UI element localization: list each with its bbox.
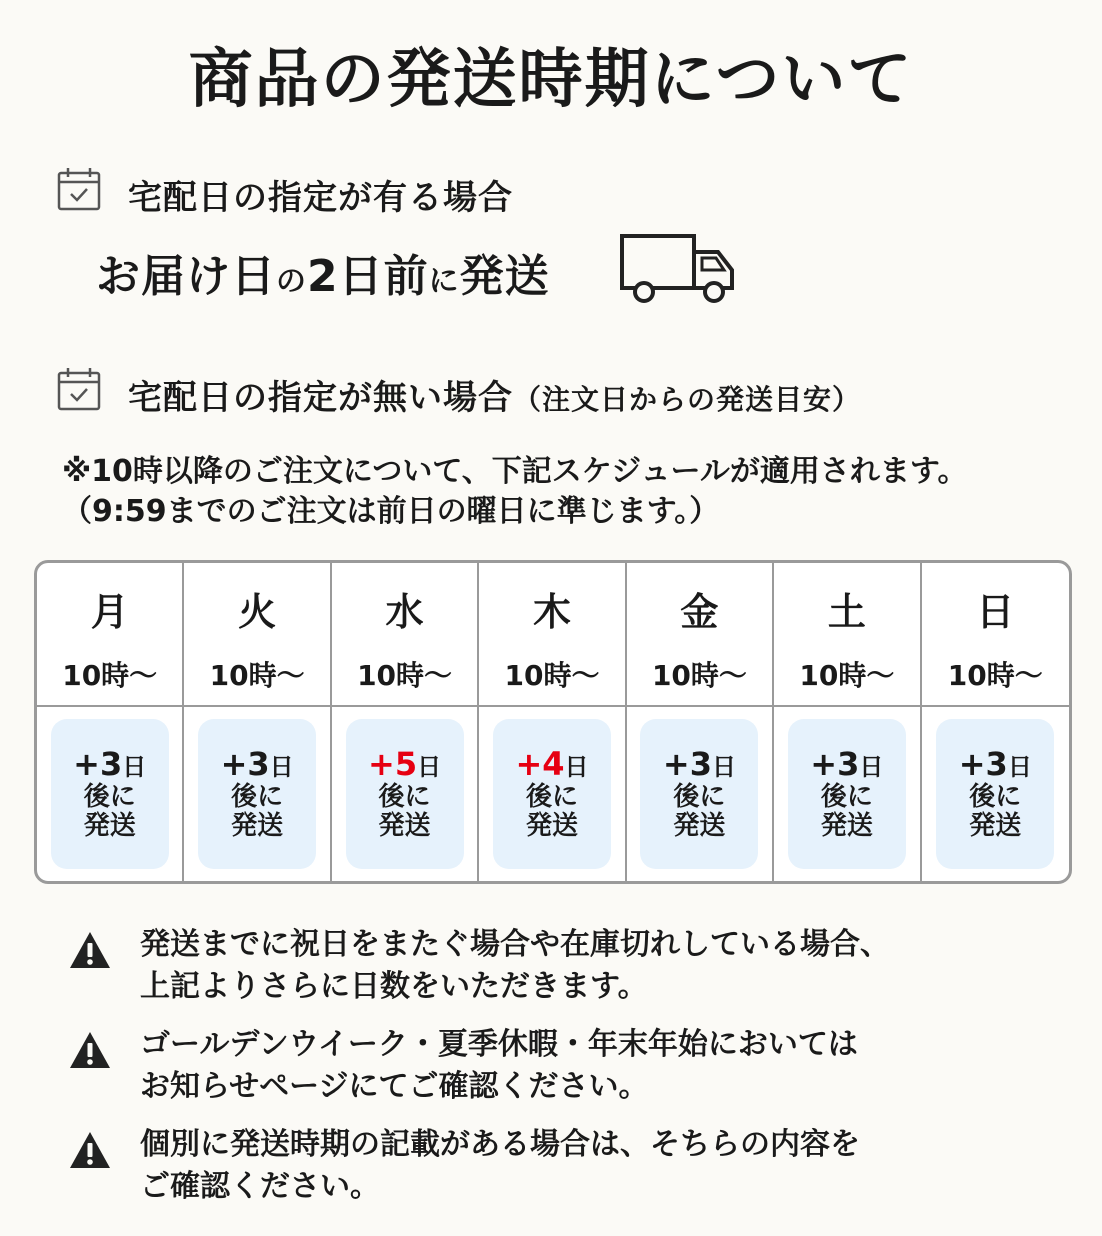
schedule-column — [922, 563, 1069, 881]
ship-offset-value: +4 — [515, 744, 565, 783]
warning-2-line-2: お知らせページにてご確認ください。 — [140, 1069, 649, 1104]
ship-offset-card — [198, 719, 316, 869]
calendar-check-icon — [56, 366, 102, 412]
ship-offset-line-2: 発送 — [378, 811, 431, 842]
day-cutoff-time: 10時～ — [799, 659, 895, 692]
without-date-heading-text: 宅配日の指定が無い場合 — [128, 378, 513, 418]
ship-part2: の — [276, 264, 307, 299]
ship-offset-line-1: 後に — [969, 781, 1022, 812]
ship-offset-line-1: 後に — [83, 781, 136, 812]
ship-offset-line-1: 後に — [378, 781, 431, 812]
ship-offset-card — [788, 719, 906, 869]
ship-offset-line-2: 発送 — [231, 811, 284, 842]
ship-offset-line-1: 後に — [231, 781, 284, 812]
ship-offset-unit: 日 — [859, 752, 884, 781]
truck-icon — [618, 232, 738, 306]
day-body — [774, 707, 919, 881]
schedule-column — [627, 563, 774, 881]
ship-offset-value: +3 — [958, 744, 1008, 783]
day-body — [922, 707, 1069, 881]
day-name: 土 — [827, 590, 866, 634]
ship-offset-value: +3 — [662, 744, 712, 783]
day-cutoff-time: 10時～ — [504, 659, 600, 692]
warning-1-line-2: 上記よりさらに日数をいただきます。 — [140, 969, 648, 1004]
day-name: 火 — [238, 590, 277, 634]
day-name: 水 — [385, 590, 424, 634]
day-body — [184, 707, 329, 881]
warning-2-line-1: ゴールデンウイーク・夏季休暇・年末年始においては — [140, 1027, 858, 1062]
warning-icon — [68, 1130, 112, 1170]
ship-offset-unit: 日 — [269, 752, 294, 781]
warning-text-1 — [140, 924, 890, 1008]
ship-offset-unit: 日 — [122, 752, 147, 781]
schedule-column — [184, 563, 331, 881]
warning-3-line-1: 個別に発送時期の記載がある場合は、そちらの内容を — [140, 1127, 860, 1162]
day-header — [37, 563, 182, 707]
ship-offset-unit: 日 — [417, 752, 442, 781]
ship-offset-card — [493, 719, 611, 869]
day-header — [332, 563, 477, 707]
day-cutoff-time: 10時～ — [62, 659, 158, 692]
ship-offset-days — [221, 746, 294, 783]
page-title: 商品の発送時期について — [188, 43, 914, 117]
ship-offset-days — [73, 746, 146, 783]
schedule-column — [774, 563, 921, 881]
ship-offset-line-2: 発送 — [673, 811, 726, 842]
ship-offset-line-1: 後に — [673, 781, 726, 812]
day-body — [479, 707, 624, 881]
ship-offset-unit: 日 — [564, 752, 589, 781]
day-cutoff-time: 10時～ — [357, 659, 453, 692]
ship-offset-value: +3 — [810, 744, 860, 783]
ship-offset-line-2: 発送 — [83, 811, 136, 842]
day-header — [627, 563, 772, 707]
without-date-heading — [128, 370, 861, 419]
schedule-column — [479, 563, 626, 881]
ship-offset-value: +5 — [368, 744, 418, 783]
day-header — [479, 563, 624, 707]
warning-icon — [68, 1030, 112, 1070]
ship-offset-unit: 日 — [1007, 752, 1032, 781]
ship-timing-line — [96, 240, 550, 304]
day-name: 木 — [532, 590, 571, 634]
ship-offset-line-2: 発送 — [969, 811, 1022, 842]
ship-offset-days — [959, 746, 1032, 783]
day-name: 日 — [976, 590, 1015, 634]
day-header — [922, 563, 1069, 707]
ship-offset-line-2: 発送 — [820, 811, 873, 842]
ship-part4: に — [428, 264, 460, 299]
warning-1-line-1: 発送までに祝日をまたぐ場合や在庫切れしている場合、 — [140, 927, 890, 962]
without-date-note: （注文日からの発送目安） — [513, 383, 862, 416]
ship-offset-unit: 日 — [711, 752, 736, 781]
day-cutoff-time: 10時～ — [651, 659, 747, 692]
day-header — [774, 563, 919, 707]
notice-line-2: （9:59までのご注文は前日の曜日に準じます。） — [62, 494, 720, 529]
with-date-heading: 宅配日の指定が有る場合 — [128, 178, 513, 218]
day-body — [37, 707, 182, 881]
ship-offset-card — [51, 719, 169, 869]
notice-line-1: ※10時以降のご注文について、下記スケジュールが適用されます。 — [62, 454, 968, 489]
ship-offset-card — [346, 719, 464, 869]
ship-offset-line-1: 後に — [525, 781, 578, 812]
ship-offset-days — [810, 746, 883, 783]
ship-offset-days — [663, 746, 736, 783]
warning-text-2 — [140, 1024, 858, 1108]
day-name: 月 — [90, 590, 129, 634]
day-body — [627, 707, 772, 881]
day-cutoff-time: 10時～ — [209, 659, 305, 692]
day-cutoff-time: 10時～ — [947, 659, 1043, 692]
calendar-check-icon — [56, 166, 102, 212]
day-header — [184, 563, 329, 707]
ship-offset-days — [515, 746, 588, 783]
warning-3-line-2: ご確認ください。 — [140, 1169, 380, 1204]
warning-icon — [68, 930, 112, 970]
day-name: 金 — [680, 590, 719, 634]
ship-offset-value: +3 — [220, 744, 270, 783]
ship-offset-card — [640, 719, 758, 869]
ship-offset-line-1: 後に — [820, 781, 873, 812]
warning-text-3 — [140, 1124, 860, 1208]
ship-part5: 発送 — [459, 251, 550, 302]
ship-offset-value: +3 — [73, 744, 123, 783]
ship-offset-line-2: 発送 — [525, 811, 578, 842]
day-body — [332, 707, 477, 881]
ship-part1: お届け日 — [96, 251, 276, 302]
schedule-column — [332, 563, 479, 881]
schedule-column — [37, 563, 184, 881]
ship-offset-days — [368, 746, 441, 783]
ship-offset-card — [936, 719, 1054, 869]
ship-part3: 2日前 — [307, 251, 429, 302]
shipping-schedule-table — [34, 560, 1072, 884]
